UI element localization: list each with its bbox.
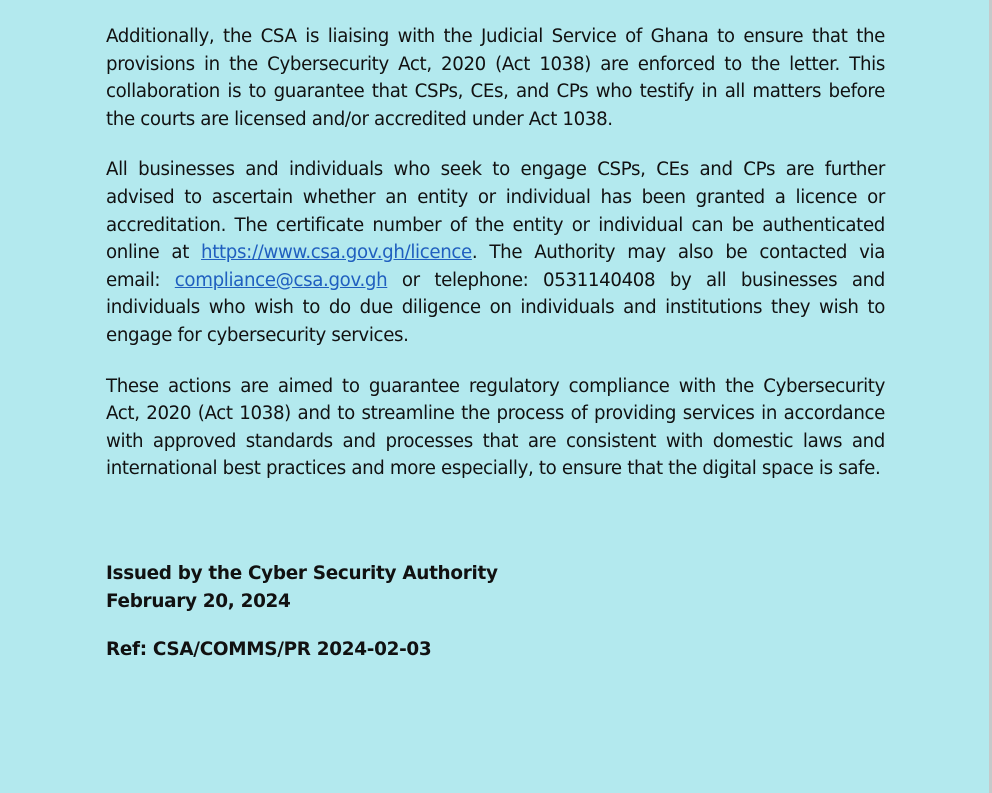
paragraph-due-diligence (106, 156, 885, 349)
document-body (106, 23, 885, 483)
paragraph-text-before-link: All businesses and individuals who seek to engage CSPs, CEs and CPs are further advised to ascertain whether an entity or individual has been granted a licence or accreditation. The certificate number of the entity or individual can be authenticated online at (106, 159, 885, 264)
issue-date: February 20, 2024 (106, 591, 291, 612)
email-link[interactable]: compliance@csa.gov.gh (174, 269, 388, 291)
signoff-block (106, 560, 498, 664)
paragraph-judicial-service: Additionally, the CSA is liaising with the Judicial Service of Ghana to ensure that the provisions in the Cybersecurity Act, 2020 (Act 1038) are enforced to the letter. This collaboration is to guarantee that CSPs, CEs, and CPs who testify in all matters before the courts are licensed and/or accredited under Act 1038. (106, 26, 885, 130)
issuer-line: Issued by the Cyber Security Authority (106, 563, 498, 584)
paragraph-text-after-links: or telephone: 0531140408 by all businesses and individuals who wish to do due diligence on individuals and institutions they wish to engage for cybersecurity services. (106, 269, 886, 346)
reference-number: Ref: CSA/COMMS/PR 2024-02-03 (106, 639, 432, 660)
paragraph-regulatory-compliance: These actions are aimed to guarantee regulatory compliance with the Cybersecurity Act, 2020 (Act 1038) and to streamline the process of providing services in accordance with approved standards and processes that are consistent with domestic laws and international best practices and more especially, to ensure that the digital space is safe. (106, 375, 885, 480)
licence-link[interactable]: https://www.csa.gov.gh/licence (201, 242, 472, 264)
paragraph-text-between-links: . The Authority may also be contacted via email: (106, 242, 885, 291)
